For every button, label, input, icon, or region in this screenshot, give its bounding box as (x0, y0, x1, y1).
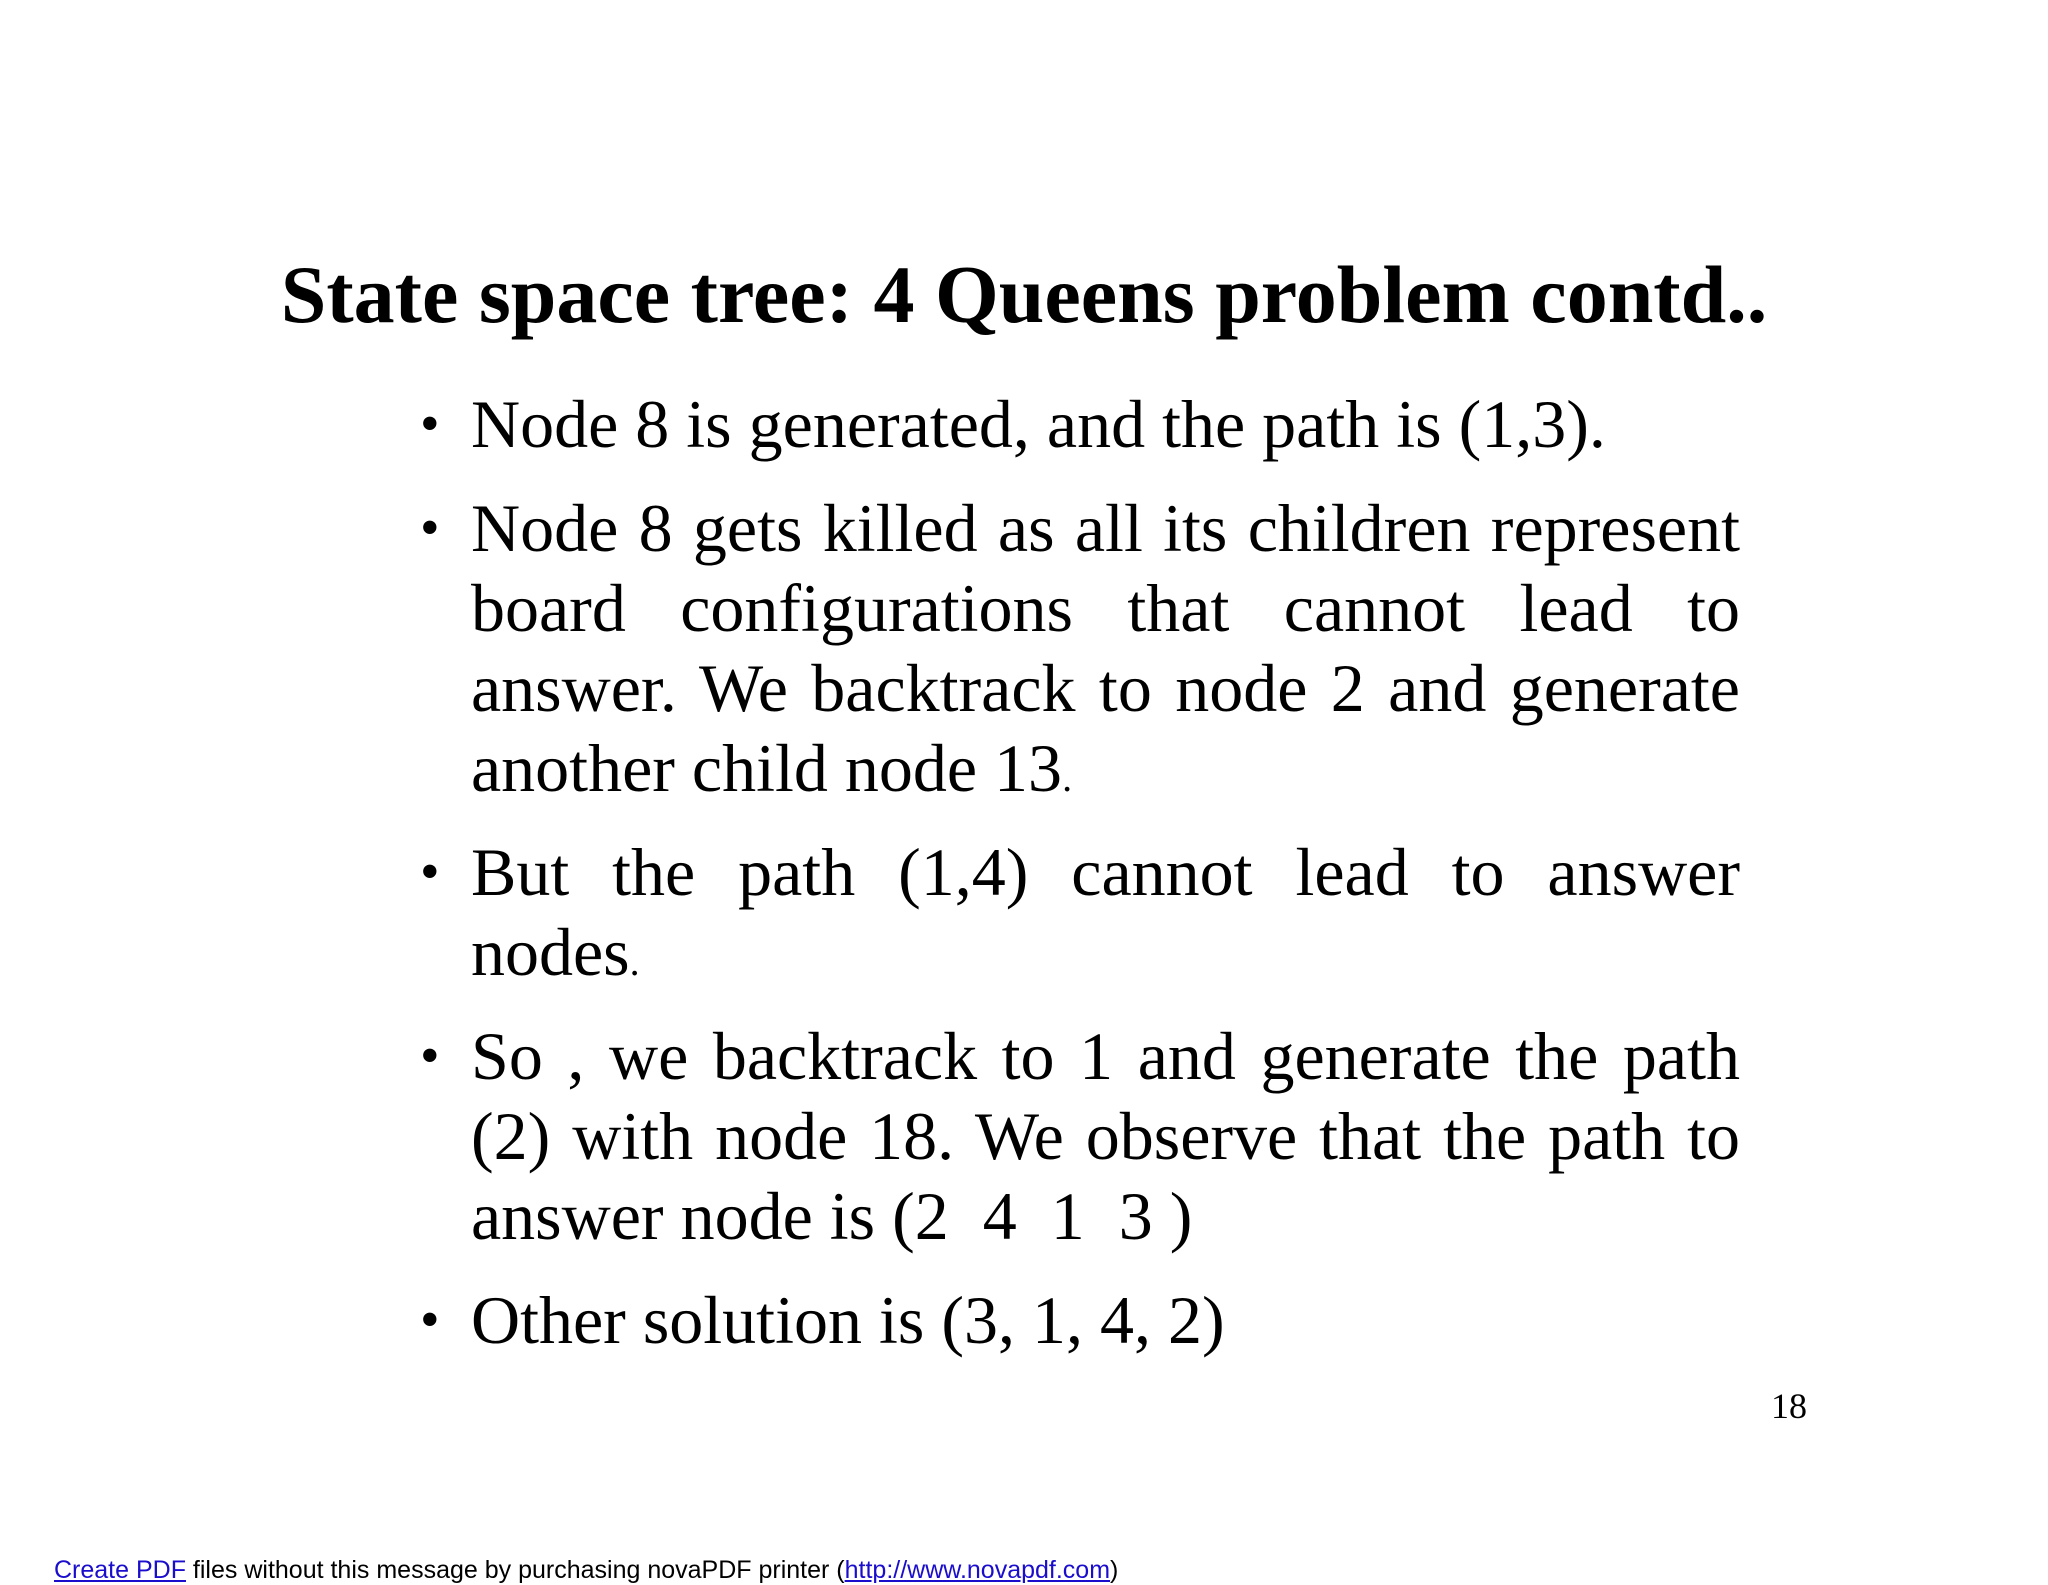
bullet-dot-icon: • (420, 841, 440, 903)
bullet-text: So , we backtrack to 1 and generate the path (2) with node 18. We observe that the path to answer node is (2 4 1 3 ) (471, 1018, 1757, 1254)
slide-title: State space tree: 4 Queens problem contd.. (280, 249, 1768, 340)
novapdf-url-link[interactable]: http://www.novapdf.com (844, 1556, 1111, 1584)
bullet-tail: . (1062, 755, 1073, 800)
bullet-dot-icon: • (420, 497, 440, 559)
bullet-dot-icon: • (420, 393, 440, 455)
footer-text: files without this message by purchasing novaPDF printer ( (185, 1556, 845, 1584)
bullet-item (420, 832, 1740, 1002)
page-number: 18 (1771, 1386, 1807, 1426)
bullet-item (420, 1016, 1757, 1266)
bullet-text: Other solution is (3, 1, 4, 2) (471, 1282, 1225, 1358)
bullet-item (420, 384, 1740, 474)
footer-text-end: ) (1110, 1556, 1119, 1584)
bullet-item (420, 488, 1740, 818)
bullet-tail: . (629, 939, 640, 984)
footer-watermark (54, 1555, 1118, 1585)
bullet-dot-icon: • (420, 1025, 440, 1087)
bullet-item (420, 1280, 1740, 1370)
bullet-list (420, 384, 1757, 1384)
bullet-text: Node 8 gets killed as all its children represent board configurations that cannot lead to answer. We backtrack to node 2 and generate another child node 13 (471, 490, 1740, 806)
bullet-text: Node 8 is generated, and the path is (1,3). (471, 386, 1606, 462)
create-pdf-link[interactable]: Create PDF (54, 1556, 186, 1584)
bullet-dot-icon: • (420, 1289, 440, 1351)
bullet-text: But the path (1,4) cannot lead to answer nodes (471, 834, 1740, 990)
